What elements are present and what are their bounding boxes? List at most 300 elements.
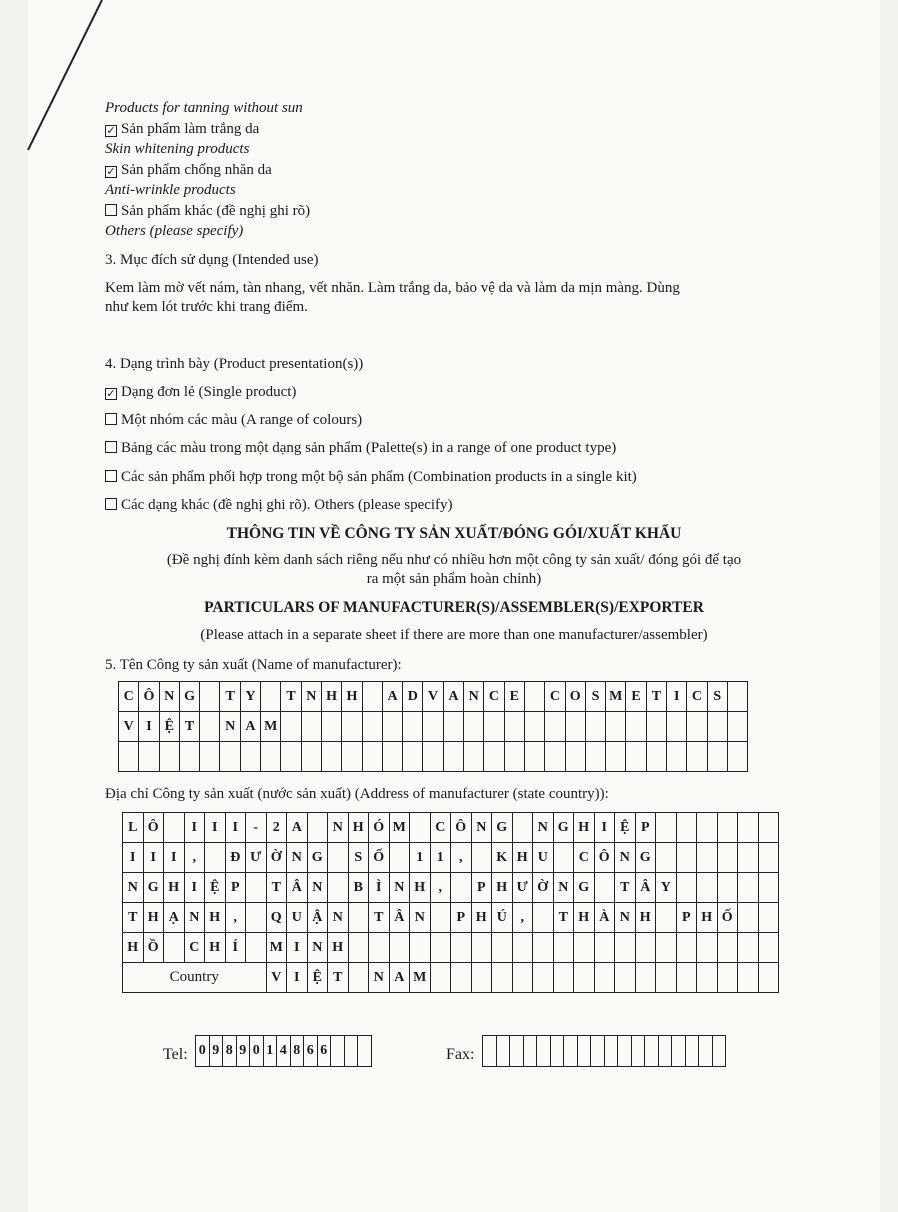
grid-cell[interactable] [307, 813, 328, 843]
checkbox[interactable]: ✓ [106, 124, 116, 137]
grid-cell[interactable]: N [328, 813, 349, 843]
checkbox[interactable] [105, 441, 117, 453]
grid-cell[interactable] [667, 742, 687, 772]
checkbox[interactable]: ✓ [106, 388, 116, 400]
grid-cell[interactable] [362, 682, 382, 712]
grid-cell[interactable] [717, 873, 738, 903]
country-cell[interactable] [656, 963, 677, 993]
country-cell[interactable]: M [410, 963, 431, 993]
grid-cell[interactable] [676, 873, 697, 903]
fax-digit-cell[interactable] [631, 1036, 645, 1067]
country-cell[interactable] [533, 963, 554, 993]
grid-cell[interactable] [342, 742, 362, 772]
grid-cell[interactable] [697, 873, 718, 903]
fax-digit-cell[interactable] [712, 1036, 726, 1067]
grid-cell[interactable] [430, 933, 451, 963]
grid-cell[interactable] [403, 742, 423, 772]
tel-digit-cell[interactable]: 9 [209, 1036, 223, 1067]
grid-cell[interactable] [321, 712, 341, 742]
grid-cell[interactable]: G [635, 843, 656, 873]
grid-cell[interactable] [585, 742, 605, 772]
grid-cell[interactable]: E [504, 682, 524, 712]
grid-cell[interactable] [717, 813, 738, 843]
grid-cell[interactable] [369, 933, 390, 963]
grid-cell[interactable] [717, 843, 738, 873]
grid-cell[interactable]: B [348, 873, 369, 903]
grid-cell[interactable] [471, 933, 492, 963]
grid-cell[interactable]: T [266, 873, 287, 903]
grid-cell[interactable] [656, 933, 677, 963]
grid-cell[interactable]: T [123, 903, 144, 933]
grid-cell[interactable] [707, 712, 727, 742]
grid-cell[interactable]: Y [240, 682, 260, 712]
country-cell[interactable] [430, 963, 451, 993]
grid-cell[interactable] [697, 843, 718, 873]
grid-cell[interactable] [626, 712, 646, 742]
grid-cell[interactable]: T [553, 903, 574, 933]
grid-cell[interactable]: T [179, 712, 199, 742]
grid-cell[interactable] [443, 712, 463, 742]
grid-cell[interactable]: C [574, 843, 595, 873]
grid-cell[interactable]: Â [389, 903, 410, 933]
grid-cell[interactable]: G [179, 682, 199, 712]
grid-cell[interactable] [524, 742, 544, 772]
grid-cell[interactable] [727, 682, 747, 712]
grid-cell[interactable]: P [471, 873, 492, 903]
grid-cell[interactable] [301, 742, 321, 772]
grid-cell[interactable] [697, 813, 718, 843]
fax-digit-cell[interactable] [510, 1036, 524, 1067]
checkbox[interactable] [105, 413, 117, 425]
grid-cell[interactable] [687, 742, 707, 772]
country-cell[interactable] [451, 963, 472, 993]
country-cell[interactable] [615, 963, 636, 993]
grid-cell[interactable] [246, 933, 267, 963]
country-cell[interactable]: I [287, 963, 308, 993]
grid-cell[interactable]: P [225, 873, 246, 903]
grid-cell[interactable] [594, 933, 615, 963]
grid-cell[interactable] [423, 742, 443, 772]
grid-cell[interactable]: Ố [369, 843, 390, 873]
grid-cell[interactable] [738, 813, 759, 843]
grid-cell[interactable] [533, 903, 554, 933]
grid-cell[interactable] [246, 873, 267, 903]
grid-cell[interactable]: I [184, 813, 205, 843]
grid-cell[interactable]: N [389, 873, 410, 903]
grid-cell[interactable] [738, 903, 759, 933]
grid-cell[interactable]: , [225, 903, 246, 933]
fax-digit-cell[interactable] [564, 1036, 578, 1067]
grid-cell[interactable] [389, 843, 410, 873]
grid-cell[interactable]: H [348, 813, 369, 843]
grid-cell[interactable]: N [307, 873, 328, 903]
grid-cell[interactable] [281, 712, 301, 742]
grid-cell[interactable]: G [143, 873, 164, 903]
grid-cell[interactable]: I [184, 873, 205, 903]
grid-cell[interactable]: P [451, 903, 472, 933]
grid-cell[interactable] [246, 903, 267, 933]
country-cell[interactable]: A [389, 963, 410, 993]
grid-cell[interactable]: - [246, 813, 267, 843]
grid-cell[interactable]: Ồ [143, 933, 164, 963]
grid-cell[interactable] [484, 712, 504, 742]
grid-cell[interactable] [451, 873, 472, 903]
grid-cell[interactable] [667, 712, 687, 742]
country-cell[interactable] [758, 963, 779, 993]
fax-digit-cell[interactable] [618, 1036, 632, 1067]
grid-cell[interactable]: Ô [143, 813, 164, 843]
fax-digit-cell[interactable] [577, 1036, 591, 1067]
grid-cell[interactable]: S [585, 682, 605, 712]
grid-cell[interactable]: S [707, 682, 727, 712]
grid-cell[interactable] [727, 712, 747, 742]
grid-cell[interactable] [545, 742, 565, 772]
grid-cell[interactable] [348, 903, 369, 933]
grid-cell[interactable] [484, 742, 504, 772]
grid-cell[interactable]: Ì [369, 873, 390, 903]
grid-cell[interactable]: M [266, 933, 287, 963]
grid-cell[interactable]: Đ [225, 843, 246, 873]
grid-cell[interactable]: A [382, 682, 402, 712]
grid-cell[interactable] [646, 712, 666, 742]
grid-cell[interactable]: T [220, 682, 240, 712]
grid-cell[interactable]: M [389, 813, 410, 843]
grid-cell[interactable]: T [369, 903, 390, 933]
fax-digit-cell[interactable] [685, 1036, 699, 1067]
grid-cell[interactable]: Ô [594, 843, 615, 873]
grid-cell[interactable] [205, 843, 226, 873]
grid-cell[interactable]: T [615, 873, 636, 903]
grid-cell[interactable]: M [261, 712, 281, 742]
grid-cell[interactable] [301, 712, 321, 742]
grid-cell[interactable] [707, 742, 727, 772]
grid-cell[interactable]: N [410, 903, 431, 933]
country-cell[interactable] [492, 963, 513, 993]
country-cell[interactable] [471, 963, 492, 993]
country-cell[interactable] [738, 963, 759, 993]
tel-digit-cell[interactable]: 1 [263, 1036, 277, 1067]
grid-cell[interactable] [524, 682, 544, 712]
grid-cell[interactable] [615, 933, 636, 963]
tel-digit-cell[interactable]: 8 [290, 1036, 304, 1067]
grid-cell[interactable]: H [410, 873, 431, 903]
grid-cell[interactable]: C [687, 682, 707, 712]
grid-cell[interactable] [512, 933, 533, 963]
grid-cell[interactable] [594, 873, 615, 903]
tel-digit-cell[interactable]: 0 [250, 1036, 264, 1067]
tel-digit-cell[interactable] [344, 1036, 358, 1067]
grid-cell[interactable] [758, 933, 779, 963]
grid-cell[interactable]: S [348, 843, 369, 873]
grid-cell[interactable]: A [240, 712, 260, 742]
grid-cell[interactable]: P [635, 813, 656, 843]
fax-digit-cell[interactable] [604, 1036, 618, 1067]
grid-cell[interactable]: O [565, 682, 585, 712]
grid-cell[interactable] [504, 712, 524, 742]
grid-cell[interactable]: H [205, 903, 226, 933]
tel-digit-cell[interactable]: 8 [223, 1036, 237, 1067]
grid-cell[interactable]: H [321, 682, 341, 712]
grid-cell[interactable]: I [594, 813, 615, 843]
grid-cell[interactable]: N [464, 682, 484, 712]
tel-digit-cell[interactable]: 9 [236, 1036, 250, 1067]
grid-cell[interactable]: A [443, 682, 463, 712]
fax-digit-cell[interactable] [550, 1036, 564, 1067]
grid-cell[interactable] [410, 813, 431, 843]
fax-digit-cell[interactable] [483, 1036, 497, 1067]
grid-cell[interactable] [738, 933, 759, 963]
grid-cell[interactable]: K [492, 843, 513, 873]
grid-cell[interactable]: I [667, 682, 687, 712]
grid-cell[interactable]: G [574, 873, 595, 903]
grid-cell[interactable]: N [307, 933, 328, 963]
grid-cell[interactable]: , [430, 873, 451, 903]
checkbox[interactable] [105, 470, 117, 482]
grid-cell[interactable]: Ệ [159, 712, 179, 742]
grid-cell[interactable]: U [287, 903, 308, 933]
grid-cell[interactable] [139, 742, 159, 772]
country-cell[interactable] [676, 963, 697, 993]
grid-cell[interactable]: Ờ [533, 873, 554, 903]
grid-cell[interactable]: , [451, 843, 472, 873]
grid-cell[interactable]: N [553, 873, 574, 903]
grid-cell[interactable]: H [328, 933, 349, 963]
grid-cell[interactable]: À [594, 903, 615, 933]
checkbox[interactable] [105, 498, 117, 510]
grid-cell[interactable] [362, 712, 382, 742]
grid-cell[interactable]: H [635, 903, 656, 933]
grid-cell[interactable] [606, 742, 626, 772]
grid-cell[interactable]: N [471, 813, 492, 843]
grid-cell[interactable] [626, 742, 646, 772]
grid-cell[interactable] [261, 682, 281, 712]
grid-cell[interactable] [261, 742, 281, 772]
grid-cell[interactable] [410, 933, 431, 963]
grid-cell[interactable] [389, 933, 410, 963]
grid-cell[interactable]: Ệ [205, 873, 226, 903]
grid-cell[interactable]: , [184, 843, 205, 873]
grid-cell[interactable]: Ệ [615, 813, 636, 843]
grid-cell[interactable]: D [403, 682, 423, 712]
grid-cell[interactable] [464, 742, 484, 772]
grid-cell[interactable]: I [139, 712, 159, 742]
grid-cell[interactable] [727, 742, 747, 772]
country-cell[interactable]: T [328, 963, 349, 993]
grid-cell[interactable] [443, 742, 463, 772]
grid-cell[interactable] [585, 712, 605, 742]
grid-cell[interactable]: N [615, 843, 636, 873]
grid-cell[interactable]: Ờ [266, 843, 287, 873]
country-cell[interactable] [635, 963, 656, 993]
grid-cell[interactable] [281, 742, 301, 772]
grid-cell[interactable]: H [574, 813, 595, 843]
grid-cell[interactable]: Ú [492, 903, 513, 933]
grid-cell[interactable]: Ư [512, 873, 533, 903]
grid-cell[interactable] [200, 712, 220, 742]
grid-cell[interactable]: N [220, 712, 240, 742]
grid-cell[interactable]: Í [225, 933, 246, 963]
grid-cell[interactable]: H [512, 843, 533, 873]
grid-cell[interactable] [200, 682, 220, 712]
grid-cell[interactable] [504, 742, 524, 772]
grid-cell[interactable] [512, 813, 533, 843]
grid-cell[interactable] [403, 712, 423, 742]
country-cell[interactable] [574, 963, 595, 993]
grid-cell[interactable] [164, 933, 185, 963]
grid-cell[interactable] [646, 742, 666, 772]
grid-cell[interactable]: T [281, 682, 301, 712]
tel-digit-cell[interactable]: 6 [304, 1036, 318, 1067]
grid-cell[interactable]: H [492, 873, 513, 903]
grid-cell[interactable]: M [606, 682, 626, 712]
grid-cell[interactable]: H [205, 933, 226, 963]
country-cell[interactable]: V [266, 963, 287, 993]
grid-cell[interactable] [676, 843, 697, 873]
grid-cell[interactable] [656, 903, 677, 933]
grid-cell[interactable] [565, 742, 585, 772]
grid-cell[interactable]: , [512, 903, 533, 933]
grid-cell[interactable] [220, 742, 240, 772]
grid-cell[interactable] [656, 843, 677, 873]
grid-cell[interactable]: L [123, 813, 144, 843]
grid-cell[interactable]: N [159, 682, 179, 712]
country-cell[interactable] [512, 963, 533, 993]
grid-cell[interactable] [321, 742, 341, 772]
grid-cell[interactable] [553, 843, 574, 873]
grid-cell[interactable]: V [423, 682, 443, 712]
grid-cell[interactable]: A [287, 813, 308, 843]
grid-cell[interactable]: I [164, 843, 185, 873]
grid-cell[interactable]: Ô [451, 813, 472, 843]
grid-cell[interactable]: C [430, 813, 451, 843]
grid-cell[interactable]: H [143, 903, 164, 933]
grid-cell[interactable] [676, 813, 697, 843]
fax-digit-cell[interactable] [496, 1036, 510, 1067]
grid-cell[interactable]: I [287, 933, 308, 963]
grid-cell[interactable] [451, 933, 472, 963]
grid-cell[interactable] [240, 742, 260, 772]
grid-cell[interactable]: H [123, 933, 144, 963]
tel-digit-cell[interactable] [358, 1036, 372, 1067]
checkbox[interactable] [105, 204, 117, 216]
grid-cell[interactable]: I [225, 813, 246, 843]
grid-cell[interactable]: C [119, 682, 139, 712]
country-cell[interactable] [594, 963, 615, 993]
grid-cell[interactable]: 1 [410, 843, 431, 873]
grid-cell[interactable]: 2 [266, 813, 287, 843]
grid-cell[interactable] [382, 742, 402, 772]
checkbox[interactable]: ✓ [106, 165, 116, 178]
grid-cell[interactable] [758, 903, 779, 933]
fax-digit-cell[interactable] [523, 1036, 537, 1067]
grid-cell[interactable]: N [123, 873, 144, 903]
grid-cell[interactable]: Ậ [307, 903, 328, 933]
grid-cell[interactable] [382, 712, 402, 742]
grid-cell[interactable]: P [676, 903, 697, 933]
grid-cell[interactable]: Â [635, 873, 656, 903]
grid-cell[interactable] [738, 843, 759, 873]
grid-cell[interactable] [758, 813, 779, 843]
grid-cell[interactable]: U [533, 843, 554, 873]
grid-cell[interactable] [179, 742, 199, 772]
grid-cell[interactable] [464, 712, 484, 742]
grid-cell[interactable]: G [307, 843, 328, 873]
grid-cell[interactable] [524, 712, 544, 742]
grid-cell[interactable]: Â [287, 873, 308, 903]
fax-digit-cell[interactable] [645, 1036, 659, 1067]
grid-cell[interactable]: V [119, 712, 139, 742]
grid-cell[interactable]: C [545, 682, 565, 712]
grid-cell[interactable]: G [492, 813, 513, 843]
grid-cell[interactable] [200, 742, 220, 772]
fax-digit-cell[interactable] [591, 1036, 605, 1067]
grid-cell[interactable] [545, 712, 565, 742]
grid-cell[interactable] [758, 843, 779, 873]
grid-cell[interactable] [758, 873, 779, 903]
grid-cell[interactable] [717, 933, 738, 963]
grid-cell[interactable]: I [123, 843, 144, 873]
grid-cell[interactable] [471, 843, 492, 873]
grid-cell[interactable]: C [184, 933, 205, 963]
grid-cell[interactable] [676, 933, 697, 963]
country-cell[interactable] [553, 963, 574, 993]
grid-cell[interactable]: N [184, 903, 205, 933]
grid-cell[interactable]: N [615, 903, 636, 933]
grid-cell[interactable]: Q [266, 903, 287, 933]
grid-cell[interactable]: Ạ [164, 903, 185, 933]
grid-cell[interactable] [348, 933, 369, 963]
grid-cell[interactable]: Ó [369, 813, 390, 843]
grid-cell[interactable]: Ố [717, 903, 738, 933]
country-cell[interactable] [348, 963, 369, 993]
country-cell[interactable]: N [369, 963, 390, 993]
grid-cell[interactable]: H [164, 873, 185, 903]
country-cell[interactable]: Ệ [307, 963, 328, 993]
grid-cell[interactable] [430, 903, 451, 933]
grid-cell[interactable]: I [205, 813, 226, 843]
grid-cell[interactable]: H [471, 903, 492, 933]
grid-cell[interactable] [492, 933, 513, 963]
grid-cell[interactable]: T [646, 682, 666, 712]
grid-cell[interactable]: Y [656, 873, 677, 903]
grid-cell[interactable]: 1 [430, 843, 451, 873]
grid-cell[interactable]: Ô [139, 682, 159, 712]
grid-cell[interactable] [738, 873, 759, 903]
fax-digit-cell[interactable] [699, 1036, 713, 1067]
grid-cell[interactable] [565, 712, 585, 742]
grid-cell[interactable]: H [574, 903, 595, 933]
tel-digit-cell[interactable]: 6 [317, 1036, 331, 1067]
grid-cell[interactable]: N [328, 903, 349, 933]
grid-cell[interactable]: Ư [246, 843, 267, 873]
grid-cell[interactable]: N [533, 813, 554, 843]
tel-digit-cell[interactable] [331, 1036, 345, 1067]
fax-digit-cell[interactable] [672, 1036, 686, 1067]
grid-cell[interactable] [574, 933, 595, 963]
grid-cell[interactable] [697, 933, 718, 963]
grid-cell[interactable]: N [287, 843, 308, 873]
grid-cell[interactable]: E [626, 682, 646, 712]
country-cell[interactable] [717, 963, 738, 993]
grid-cell[interactable]: H [342, 682, 362, 712]
grid-cell[interactable] [656, 813, 677, 843]
tel-digit-cell[interactable]: 4 [277, 1036, 291, 1067]
country-cell[interactable] [697, 963, 718, 993]
grid-cell[interactable]: N [301, 682, 321, 712]
grid-cell[interactable] [687, 712, 707, 742]
grid-cell[interactable] [606, 712, 626, 742]
grid-cell[interactable] [119, 742, 139, 772]
